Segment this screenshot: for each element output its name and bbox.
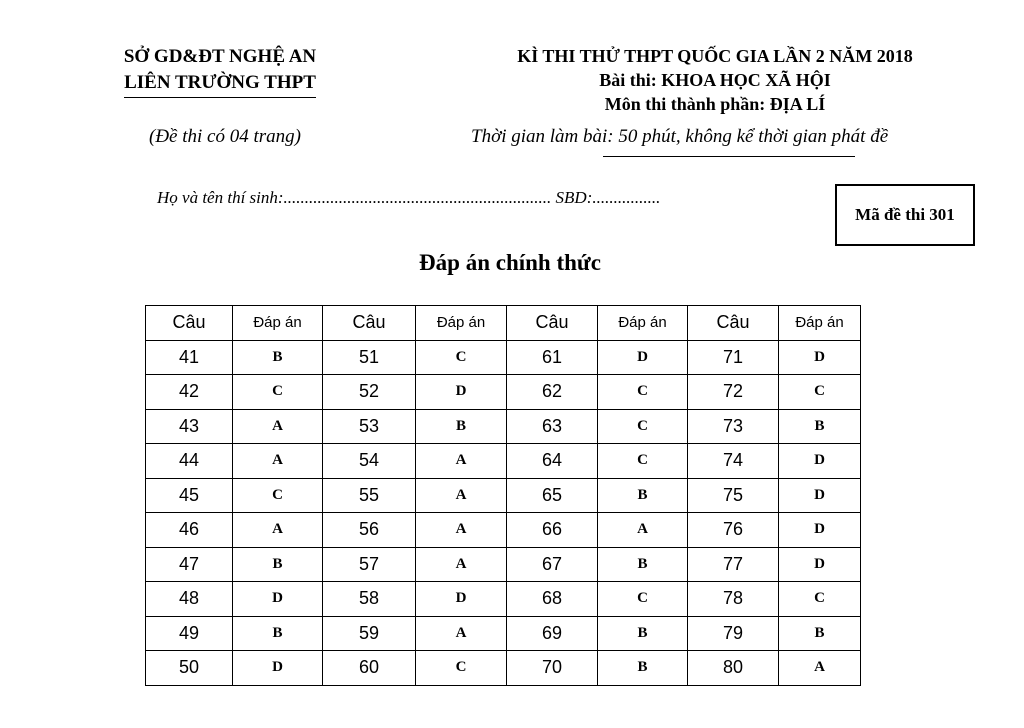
question-number-cell: 68 [507, 582, 598, 617]
question-number-cell: 66 [507, 513, 598, 548]
question-number-cell: 70 [507, 651, 598, 686]
answer-cell: B [779, 409, 861, 444]
department-name: SỞ GD&ĐT NGHỆ AN [123, 46, 317, 67]
answer-cell: C [416, 340, 507, 375]
question-number-cell: 63 [507, 409, 598, 444]
answer-key-title: Đáp án chính thức [419, 250, 601, 275]
exam-subject-group: Bài thi: KHOA HỌC XÃ HỘI [599, 70, 831, 90]
answer-cell: C [233, 478, 323, 513]
time-underline [603, 156, 855, 157]
question-number-cell: 43 [146, 409, 233, 444]
answer-cell: C [598, 409, 688, 444]
question-number-cell: 73 [688, 409, 779, 444]
question-number-cell: 78 [688, 582, 779, 617]
answer-cell: B [598, 651, 688, 686]
question-number-cell: 45 [146, 478, 233, 513]
page-count-note: (Đề thi có 04 trang) [149, 126, 301, 147]
question-number-cell: 65 [507, 478, 598, 513]
question-number-cell: 57 [323, 547, 416, 582]
answer-cell: D [779, 444, 861, 479]
column-header-answer: Đáp án [598, 306, 688, 341]
question-number-cell: 75 [688, 478, 779, 513]
table-row [146, 444, 861, 479]
answer-cell: C [233, 375, 323, 410]
department-header [70, 44, 370, 98]
question-number-cell: 41 [146, 340, 233, 375]
candidate-info-line: Họ và tên thí sinh:............................................................... SBD:................ [157, 188, 661, 207]
answer-cell: D [779, 340, 861, 375]
table-row [146, 513, 861, 548]
column-header-answer: Đáp án [779, 306, 861, 341]
question-number-cell: 79 [688, 616, 779, 651]
answer-cell: A [233, 444, 323, 479]
answer-cell: B [233, 616, 323, 651]
table-row [146, 340, 861, 375]
time-note: Thời gian làm bài: 50 phút, không kể thời gian phát đề [471, 126, 889, 147]
exam-code-box [835, 184, 975, 246]
question-number-cell: 80 [688, 651, 779, 686]
answer-cell: B [598, 478, 688, 513]
answer-cell: A [416, 616, 507, 651]
answer-cell: B [779, 616, 861, 651]
answer-cell: B [598, 616, 688, 651]
table-row [146, 409, 861, 444]
answer-cell: D [779, 547, 861, 582]
answer-cell: D [598, 340, 688, 375]
answer-cell: A [598, 513, 688, 548]
question-number-cell: 49 [146, 616, 233, 651]
exam-title: KÌ THI THỬ THPT QUỐC GIA LẦN 2 NĂM 2018 [517, 46, 913, 66]
question-number-cell: 58 [323, 582, 416, 617]
table-row [146, 547, 861, 582]
answer-cell: C [598, 444, 688, 479]
column-header-answer: Đáp án [416, 306, 507, 341]
answer-cell: B [416, 409, 507, 444]
question-number-cell: 72 [688, 375, 779, 410]
exam-code: Mã đề thi 301 [855, 205, 955, 224]
column-header-question: Câu [688, 306, 779, 341]
answer-cell: D [416, 375, 507, 410]
question-number-cell: 56 [323, 513, 416, 548]
answer-cell: B [598, 547, 688, 582]
answer-cell: A [416, 513, 507, 548]
table-header-row [146, 306, 861, 341]
question-number-cell: 76 [688, 513, 779, 548]
exam-subject: Môn thi thành phần: ĐỊA LÍ [604, 94, 826, 114]
question-number-cell: 48 [146, 582, 233, 617]
answer-cell: D [779, 478, 861, 513]
column-header-answer: Đáp án [233, 306, 323, 341]
table-row [146, 375, 861, 410]
answer-cell: A [416, 444, 507, 479]
table-row [146, 582, 861, 617]
question-number-cell: 47 [146, 547, 233, 582]
question-number-cell: 51 [323, 340, 416, 375]
school-name: LIÊN TRƯỜNG THPT [124, 70, 316, 98]
answer-cell: A [779, 651, 861, 686]
answer-cell: A [416, 478, 507, 513]
question-number-cell: 52 [323, 375, 416, 410]
answer-cell: C [598, 582, 688, 617]
answer-cell: B [233, 547, 323, 582]
question-number-cell: 46 [146, 513, 233, 548]
question-number-cell: 59 [323, 616, 416, 651]
question-number-cell: 60 [323, 651, 416, 686]
question-number-cell: 42 [146, 375, 233, 410]
answer-cell: C [779, 375, 861, 410]
column-header-question: Câu [323, 306, 416, 341]
question-number-cell: 44 [146, 444, 233, 479]
answer-cell: A [233, 513, 323, 548]
question-number-cell: 61 [507, 340, 598, 375]
answer-cell: D [233, 651, 323, 686]
question-number-cell: 67 [507, 547, 598, 582]
answer-cell: C [779, 582, 861, 617]
question-number-cell: 71 [688, 340, 779, 375]
question-number-cell: 62 [507, 375, 598, 410]
answer-cell: D [233, 582, 323, 617]
question-number-cell: 77 [688, 547, 779, 582]
answer-key-table [145, 305, 861, 686]
answer-cell: D [416, 582, 507, 617]
question-number-cell: 74 [688, 444, 779, 479]
table-row [146, 651, 861, 686]
answer-cell: D [779, 513, 861, 548]
exam-header [430, 44, 1000, 116]
answer-cell: B [233, 340, 323, 375]
question-number-cell: 55 [323, 478, 416, 513]
column-header-question: Câu [507, 306, 598, 341]
question-number-cell: 53 [323, 409, 416, 444]
column-header-question: Câu [146, 306, 233, 341]
question-number-cell: 64 [507, 444, 598, 479]
question-number-cell: 50 [146, 651, 233, 686]
answer-cell: A [416, 547, 507, 582]
question-number-cell: 54 [323, 444, 416, 479]
answer-table-body [146, 340, 861, 685]
answer-cell: C [416, 651, 507, 686]
question-number-cell: 69 [507, 616, 598, 651]
answer-cell: A [233, 409, 323, 444]
table-row [146, 616, 861, 651]
answer-cell: C [598, 375, 688, 410]
table-row [146, 478, 861, 513]
